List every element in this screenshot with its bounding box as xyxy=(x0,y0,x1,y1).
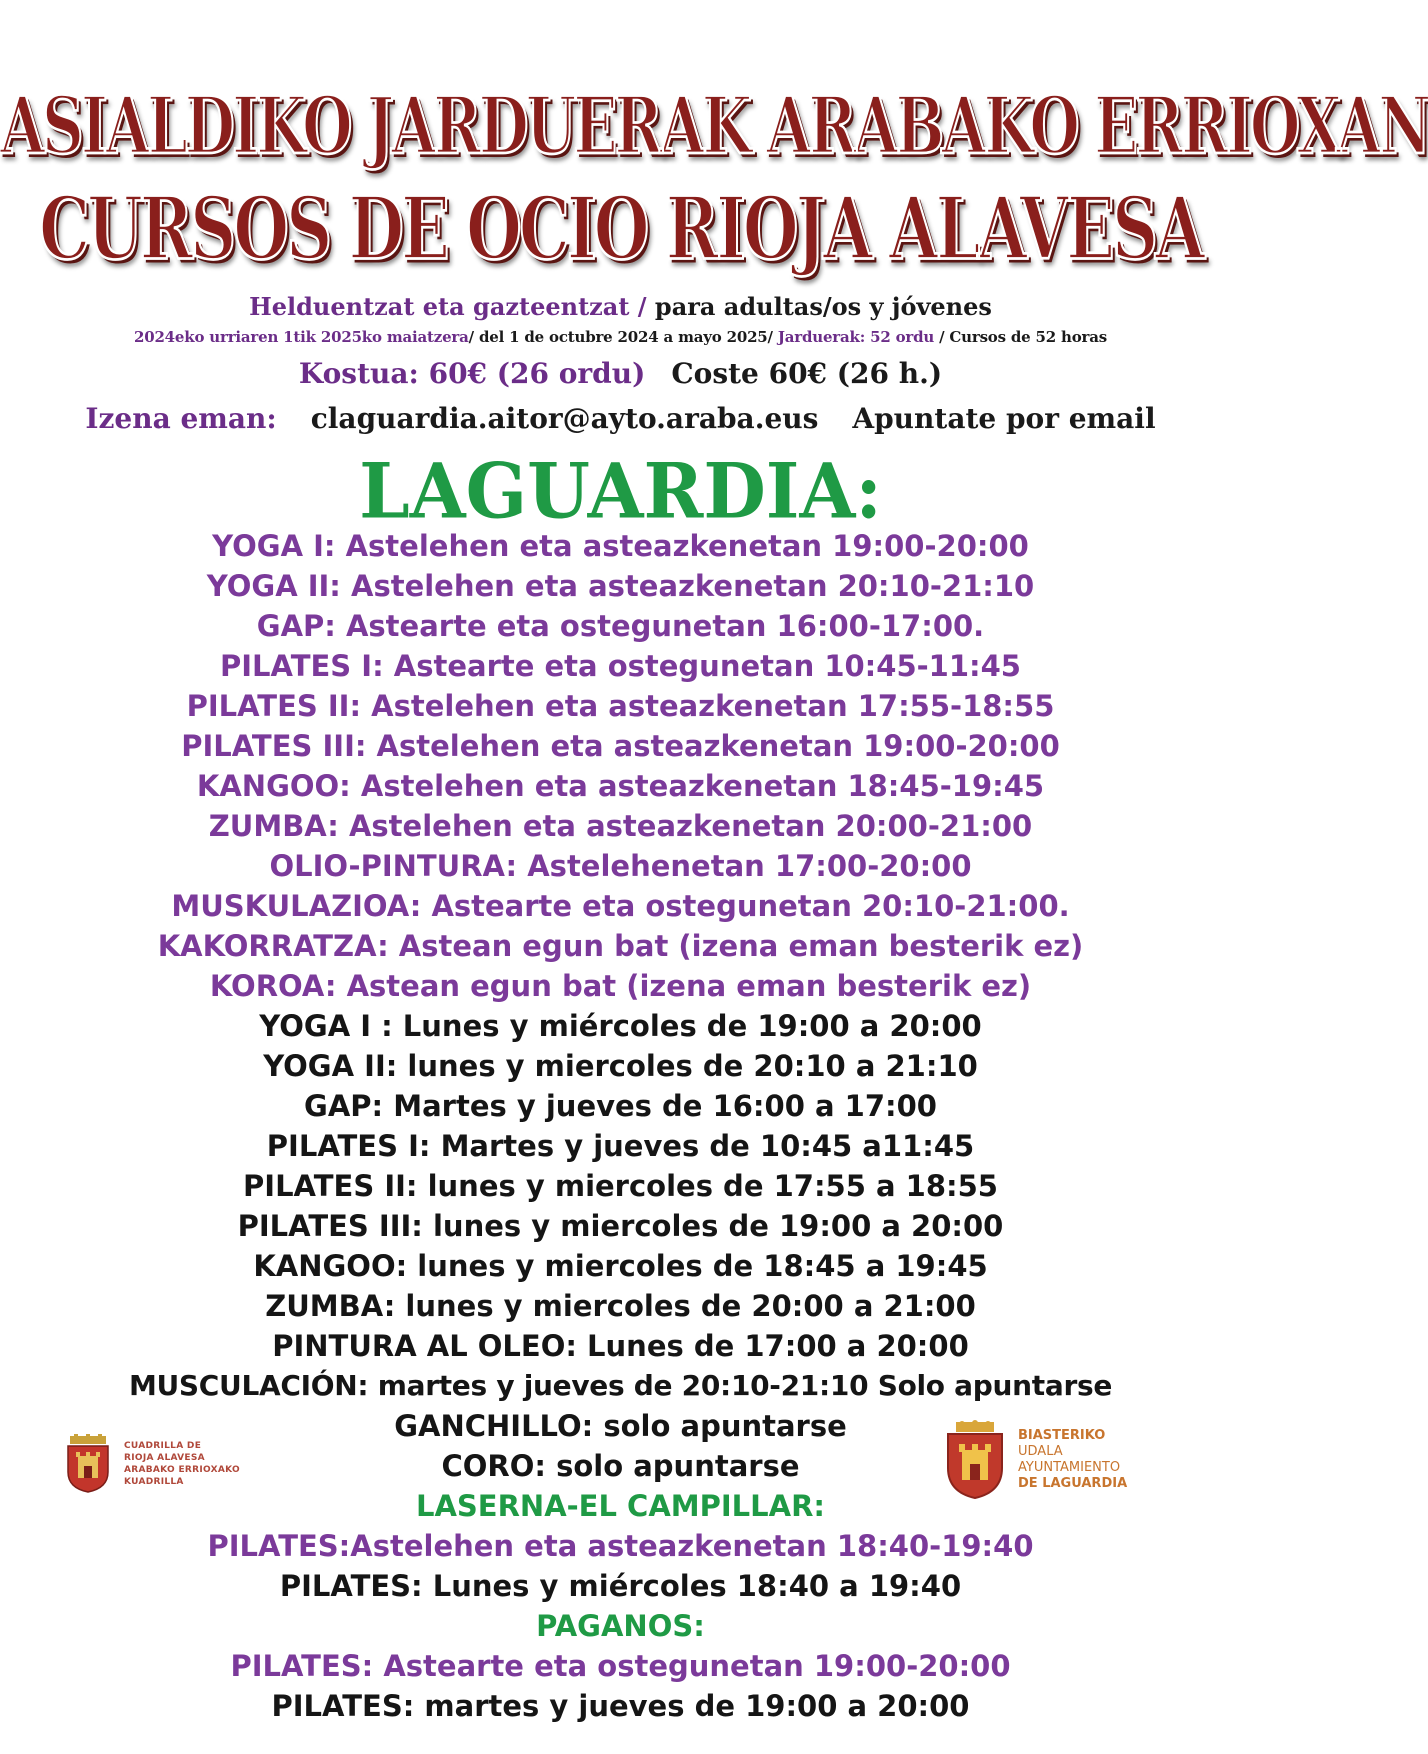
schedule-line-es: KANGOO: lunes y miercoles de 18:45 a 19:45 xyxy=(253,1249,988,1283)
schedule-line-es: CORO: solo apuntarse xyxy=(441,1449,800,1483)
schedule-line-es: GAP: Martes y jueves de 16:00 a 17:00 xyxy=(304,1089,937,1123)
dates-spanish: / del 1 de octubre 2024 a mayo 2025/ xyxy=(468,328,773,346)
schedule-line-eu: KOROA: Astean egun bat (izena eman besterik ez) xyxy=(209,969,1032,1003)
schedule-line-es: YOGA I : Lunes y miércoles de 19:00 a 20:00 xyxy=(259,1009,982,1043)
hours-basque: Jarduerak: 52 ordu xyxy=(772,328,935,346)
ayuntamiento-logo-text: BIASTERIKO UDALA AYUNTAMIENTO DE LAGUARDIA xyxy=(1018,1428,1128,1491)
laserna-line-es: PILATES: Lunes y miércoles 18:40 a 19:40 xyxy=(279,1569,962,1603)
audience-spanish: para adultas/os y jóvenes xyxy=(654,292,992,321)
cost-spanish: Coste 60€ (26 h.) xyxy=(671,357,943,390)
schedule-line-es: ZUMBA: lunes y miercoles de 20:00 a 21:00 xyxy=(265,1289,976,1323)
schedule-line-eu: ZUMBA: Astelehen eta asteazkenetan 20:00-21:00 xyxy=(208,809,1033,843)
ayuntamiento-logo xyxy=(942,1420,1127,1500)
signup-label: Izena eman: xyxy=(85,402,277,435)
title-spanish: CURSOS DE OCIO RIOJA ALAVESA xyxy=(39,178,1202,281)
paganos-heading: PAGANOS: xyxy=(536,1609,705,1643)
schedule-line-es: GANCHILLO: solo apuntarse xyxy=(394,1409,847,1443)
schedule-line-eu: OLIO-PINTURA: Astelehenetan 17:00-20:00 xyxy=(269,849,972,883)
schedule-line-es: PILATES I: Martes y jueves de 10:45 a11:45 xyxy=(266,1129,975,1163)
schedule-line-eu: YOGA II: Astelehen eta asteazkenetan 20:10-21:10 xyxy=(206,569,1035,603)
coat-of-arms-icon xyxy=(64,1434,112,1494)
schedule-line-es: PILATES II: lunes y miercoles de 17:55 a 18:55 xyxy=(243,1169,998,1203)
schedule-line-eu: GAP: Astearte eta ostegunetan 16:00-17:00. xyxy=(256,609,985,643)
dates-line xyxy=(0,328,1241,346)
cuadrilla-logo xyxy=(64,1434,240,1494)
laserna-line-eu: PILATES:Astelehen eta asteazkenetan 18:40-19:40 xyxy=(207,1529,1034,1563)
schedule-line-eu: MUSKULAZIOA: Astearte eta ostegunetan 20:10-21:00. xyxy=(171,889,1070,923)
signup-email[interactable]: claguardia.aitor@ayto.araba.eus xyxy=(310,402,819,435)
castle-shield-icon xyxy=(942,1420,1008,1500)
dates-basque: 2024eko urriaren 1tik 2025ko maiatzera xyxy=(133,328,469,346)
laguardia-heading: LAGUARDIA: xyxy=(359,445,882,536)
signup-spanish: Apuntate por email xyxy=(852,402,1156,435)
laserna-heading: LASERNA-EL CAMPILLAR: xyxy=(415,1489,826,1523)
hours-spanish: / Cursos de 52 horas xyxy=(934,328,1108,346)
schedule-line-es: MUSCULACIÓN: martes y jueves de 20:10-21:10 Solo apuntarse xyxy=(128,1369,1113,1402)
title-basque: ASIALDIKO JARDUERAK ARABAKO ERRIOXAN xyxy=(0,80,1428,172)
schedule-line-eu: KAKORRATZA: Astean egun bat (izena eman besterik ez) xyxy=(157,929,1084,963)
schedule-line-es: PILATES III: lunes y miercoles de 19:00 a 20:00 xyxy=(237,1209,1004,1243)
schedule-line-es: PINTURA AL OLEO: Lunes de 17:00 a 20:00 xyxy=(272,1329,969,1363)
audience-line xyxy=(0,292,1241,321)
cuadrilla-logo-text: CUADRILLA DE RIOJA ALAVESA ARABAKO ERRIOXAKO KUADRILLA xyxy=(124,1441,240,1487)
schedule-line-eu: PILATES I: Astearte eta ostegunetan 10:45-11:45 xyxy=(220,649,1021,683)
schedule-line-eu: PILATES III: Astelehen eta asteazkenetan 19:00-20:00 xyxy=(181,729,1060,763)
schedule-line-es: YOGA II: lunes y miercoles de 20:10 a 21:10 xyxy=(263,1049,978,1083)
paganos-line-es: PILATES: martes y jueves de 19:00 a 20:00 xyxy=(271,1689,970,1723)
schedule-line-eu: KANGOO: Astelehen eta asteazkenetan 18:45-19:45 xyxy=(196,769,1045,803)
paganos-line-eu: PILATES: Astearte eta ostegunetan 19:00-20:00 xyxy=(230,1649,1011,1683)
schedule-line-eu: PILATES II: Astelehen eta asteazkenetan 17:55-18:55 xyxy=(186,689,1055,723)
cost-basque: Kostua: 60€ (26 ordu) xyxy=(298,357,646,390)
cost-line xyxy=(0,357,1241,390)
schedule-line-eu: YOGA I: Astelehen eta asteazkenetan 19:00-20:00 xyxy=(212,529,1029,563)
audience-basque: Helduentzat eta gazteentzat / xyxy=(249,292,655,321)
signup-line xyxy=(0,402,1241,435)
